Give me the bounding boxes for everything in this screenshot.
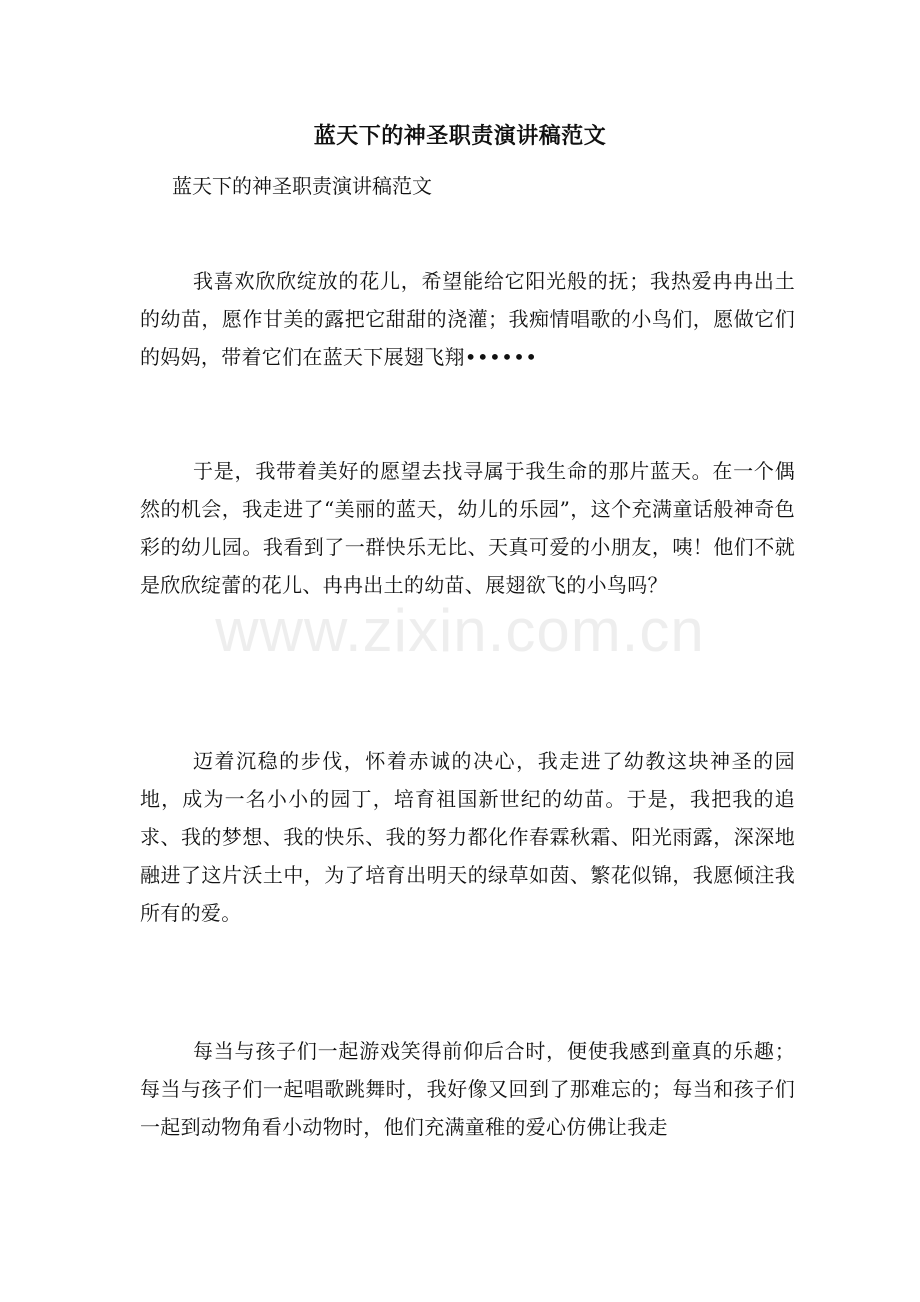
paragraph-1: 我喜欢欣欣绽放的花儿，希望能给它阳光般的抚；我热爱冉冉出土的幼苗，愿作甘美的露把它甜甜的浇灌；我痴情唱歌的小鸟们，愿做它们的妈妈，带着它们在蓝天下展翅飞翔•••••• [140,269,795,369]
paragraph-4: 每当与孩子们一起游戏笑得前仰后合时，便使我感到童真的乐趣；每当与孩子们一起唱歌跳舞时，我好像又回到了那难忘的；每当和孩子们一起到动物角看小动物时，他们充满童稚的爱心仿佛让我走 [140,1039,795,1139]
watermark: www.zixin.com.cn [215,597,705,664]
paragraph-3: 迈着沉稳的步伐，怀着赤诚的决心，我走进了幼教这块神圣的园地，成为一名小小的园丁，培育祖国新世纪的幼苗。于是，我把我的追求、我的梦想、我的快乐、我的努力都化作春霖秋霜、阳光雨露，深深地融进了这片沃土中，为了培育出明天的绿草如茵、繁花似锦，我愿倾注我所有的爱。 [140,749,795,925]
paragraph-2: 于是，我带着美好的愿望去找寻属于我生命的那片蓝天。在一个偶然的机会，我走进了“美丽的蓝天，幼儿的乐园”，这个充满童话般神奇色彩的幼儿园。我看到了一群快乐无比、天真可爱的小朋友，咦！他们不就是欣欣绽蕾的花儿、冉冉出土的幼苗、展翅欲飞的小鸟吗？ [140,459,795,597]
page-subtitle: 蓝天下的神圣职责演讲稿范文 [172,174,432,198]
page-title: 蓝天下的神圣职责演讲稿范文 [313,123,607,149]
